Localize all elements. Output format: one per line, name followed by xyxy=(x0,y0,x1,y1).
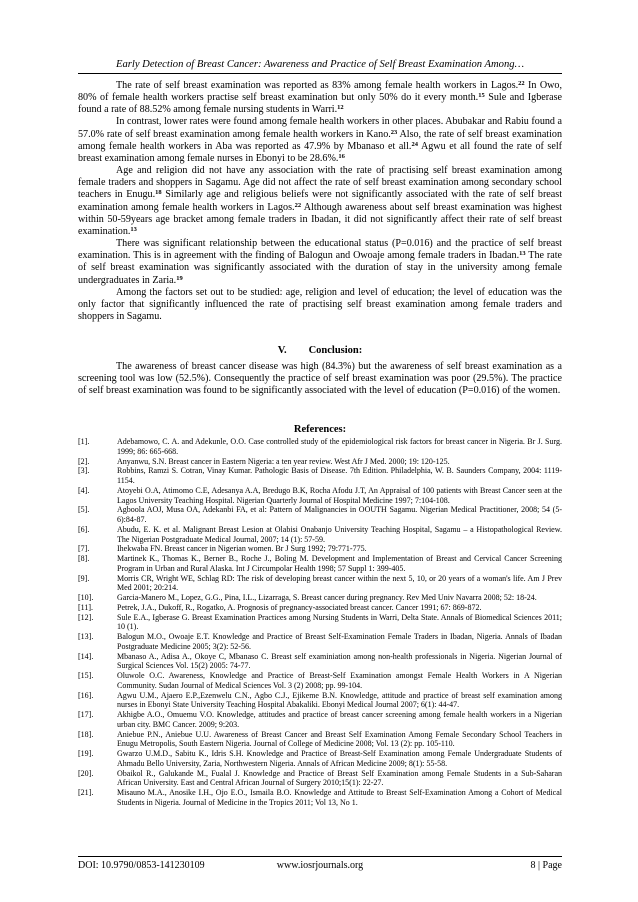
reference-text: Martinek K., Thomas K., Berner B., Roche J., Boling M. Development and Implementation of Breast and Cervical Cancer Screening Program in Urban and Rural Alaska. Int J Circumpolar Health 1998; 57 Suppl 1: 399-405. xyxy=(117,554,562,573)
reference-text: Gwarzo U.M.D., Sabitu K., Idris S.H. Knowledge and Practice of Breast-Self Examination among Female Undergraduate Students of Ahmadu Bello University, Zaria, Northwestern Nigeria. Annals of African Medicine 2009; 8(1): 55-58. xyxy=(117,749,562,768)
footer-rule xyxy=(78,856,562,857)
reference-item xyxy=(78,525,562,545)
reference-text: Morris CR, Wright WE, Schlag RD: The risk of developing breast cancer within the next 5, 10, or 20 years of a woman's life. Am J Prev Med 2001; 20:214. xyxy=(117,573,562,593)
citation: 15 xyxy=(478,92,485,100)
p4-text-1: There was significant relationship between the educational status (P=0.016) and the practice of self breast examination. This is in agreement with the finding of Balogun and Owoaje among female traders in Ibadan. xyxy=(78,238,562,262)
reference-item xyxy=(78,788,562,808)
reference-text: Atoyebi O.A, Atimomo C.E, Adesanya A.A, Bredugo B.K, Rocha Afodu J.T, An Appraisal of 100 patients with Breast Cancer seen at the Lagos University Teaching Hospital. Nigerian Quarterly Journal of Hospital Medicine 1997; 7:104-108. xyxy=(117,485,562,505)
reference-number: [11]. xyxy=(78,602,94,612)
page-footer xyxy=(78,860,562,872)
citation: 22 xyxy=(518,80,525,87)
reference-item xyxy=(78,505,562,525)
conclusion-body xyxy=(78,361,562,397)
reference-item xyxy=(78,574,562,594)
reference-list xyxy=(78,437,562,808)
reference-item xyxy=(78,437,562,457)
p1-text-2: In Owo, 80% of female health workers practise self breast examination but only 50% do it every month. xyxy=(78,80,562,104)
paragraph-4 xyxy=(78,238,562,287)
reference-number: [19]. xyxy=(78,749,94,758)
reference-item xyxy=(78,544,562,554)
p5-text-1: Among the factors set out to be studied: age, religion and level of education; the level of education was the only factor that significantly influenced the rate of practising self breast examination among female traders and shoppers in Sagamu. xyxy=(78,286,562,322)
journal-website-link[interactable]: www.iosrjournals.org xyxy=(276,860,364,871)
paragraph-1 xyxy=(78,80,562,116)
reference-item xyxy=(78,769,562,789)
reference-item xyxy=(78,466,562,486)
reference-number: [6]. xyxy=(78,524,90,534)
doi-text: DOI: 10.9790/0853-141230109 xyxy=(78,860,205,871)
citation: 23 xyxy=(390,128,398,136)
p3-text-1: Age and religion did not have any association with the rate of practising self breast examination among female traders and shoppers in Sagamu. Age did not affect the rate of self breast examination among secondary school teachers in Enugu. xyxy=(78,165,562,201)
reference-text: Aniebue P.N., Aniebue U.U. Awareness of Breast Cancer and Breast Self Examination Among Female Secondary School Teachers in Enugu Metropolis, South Eastern Nigeria. Journal of College of Medicine 2008; Vol. 13 (2): pp. 105-110. xyxy=(117,729,562,749)
citation: 24 xyxy=(411,140,418,148)
reference-text: Abudu, E. K. et al. Malignant Breast Lesion at Olabisi Onabanjo University Teaching Hospital, Sagamu – a Histopathological Review. The Nigerian Postgraduate Medical Journal, 2007; 14 (1): 57-59. xyxy=(117,524,562,544)
reference-text: Mbanaso A., Adisa A., Okoye C, Mbanaso C. Breast self examiniation among non-health professionals in Nigeria. Nigerian Journal of Surgical Sciences Vol. 15(2) 2005: 74-77. xyxy=(117,651,562,671)
citation: 12 xyxy=(337,104,344,112)
references-heading: References: xyxy=(293,424,347,435)
page-number: 8 | Page xyxy=(530,860,562,871)
reference-text: Obaikol R., Galukande M., Fualal J. Knowledge and Practice of Breast Self Examination among Female Students in a Sub-Saharan African University. East and Central African Journal of Surgery 2010;15(1): 22-27. xyxy=(117,768,562,788)
reference-text: Oluwole O.C. Awareness, Knowledge and Practice of Breast-Self Examination amongst Female Health Workers in A Nigerian Community. Sudan Journal of Medical Sciences Vol. 3 (2) 2008; pp. 99-104. xyxy=(117,671,562,690)
conclusion-heading xyxy=(78,345,562,357)
reference-text: Ihekwaba FN. Breast cancer in Nigerian women. Br J Surg 1992; 79:771-775. xyxy=(117,544,367,554)
section-title: Conclusion: xyxy=(308,345,363,356)
reference-text: Robbins, Ramzi S. Cotran, Vinay Kumar. Pathologic Basis of Disease. 7th Edition. Philadelphia, W. B. Saunders Company, 2004: 1119-1154. xyxy=(117,466,562,485)
reference-number: [1]. xyxy=(78,437,90,446)
header-rule xyxy=(78,73,562,74)
p2-text-1: In contrast, lower rates were found among female health workers in other places. Abubakar and Rabiu found a 57.0% rate of self breast examination among female health workers in Kano. xyxy=(78,116,562,140)
reference-number: [10]. xyxy=(78,593,94,602)
reference-item xyxy=(78,632,562,652)
reference-number: [15]. xyxy=(78,671,94,680)
reference-item xyxy=(78,652,562,672)
p2-text-2: Also, the rate of self breast examination among female health workers in Aba was reported as 47.9% by Mbanaso et all. xyxy=(78,128,562,152)
reference-text: Garcia-Manero M., Lopez, G.G., Pina, I.L., Lizarraga, S. Breast cancer during pregnancy. Rev Med Univ Navarra 2008; 52: 18-24. xyxy=(117,593,537,602)
reference-item xyxy=(78,603,562,613)
reference-number: [8]. xyxy=(78,554,90,563)
reference-number: [5]. xyxy=(78,505,90,515)
section-number: V. xyxy=(277,345,287,356)
p3-text-2: Similarly age and religious beliefs were not significantly associated with the rate of self breast examination among female health workers in Lagos. xyxy=(78,189,562,213)
reference-number: [7]. xyxy=(78,544,90,554)
reference-item xyxy=(78,486,562,506)
reference-text: Agwu U.M., Ajaero E.P.,Ezenwelu C.N., Agbo C.J., Ejikeme B.N. Knowledge, attitude and practice of breast self examination among nurses in Ebonyi State University Teaching Hospital Abakaliki. Ebonyi Medical Journal 2007; 6(1): 44-47. xyxy=(117,690,562,710)
reference-text: Adebamowo, C. A. and Adekunle, O.O. Case controlled study of the epidemiological risk factors for breast cancer in Nigeria. Br J. Surg. 1999; 86: 665-668. xyxy=(117,437,562,456)
reference-item xyxy=(78,593,562,603)
reference-text: Balogun M.O., Owoaje E.T. Knowledge and Practice of Breast Self-Examination Female Traders in Ibadan, Nigeria. Annals of Ibadan Postgraduate Medicine 2005; 3(2): 52-56. xyxy=(117,632,562,651)
paragraph-2 xyxy=(78,116,562,165)
reference-item xyxy=(78,671,562,691)
reference-number: [3]. xyxy=(78,466,90,476)
reference-number: [16]. xyxy=(78,690,94,700)
reference-item xyxy=(78,457,562,467)
reference-number: [20]. xyxy=(78,768,94,778)
reference-text: Petrek, J.A., Dukoff, R., Rogatko, A. Prognosis of pregnancy-associated breast cancer. Cancer 1991; 67: 869-872. xyxy=(117,602,482,612)
reference-text: Akhigbe A.O., Omuemu V.O. Knowledge, attitudes and practice of breast cancer screening among female health workers in a Nigerian urban city. BMC Cancer. 2009; 9:203. xyxy=(117,710,562,729)
reference-item xyxy=(78,613,562,633)
citation: 13 xyxy=(519,250,526,258)
reference-text: Sule E.A., Igberase G. Breast Examination Practices among Nursing Students in Warri, Delta State. Annals of Biomedical Sciences 2011; 10 (1). xyxy=(117,612,562,632)
p3-text-3: Although awareness about self breast examination was highest within 50-59years age bracket among female traders in Ibadan, it did not significantly affect their rate of self breast examination. xyxy=(78,201,562,237)
p1-text-1: The rate of self breast examination was reported as 83% among female health workers in Lagos. xyxy=(116,80,519,91)
reference-text: Agboola AOJ, Musa OA, Adekanbi FA, et al: Pattern of Malignancies in OOUTH Sagamu. Nigerian Medical Practitioner, 2008; 54 (5-6):84-87. xyxy=(117,505,562,524)
reference-text: Anyanwu, S.N. Breast cancer in Eastern Nigeria: a ten year review. West Afr J Med. 2000; 19: 120-125. xyxy=(117,456,450,466)
reference-item xyxy=(78,730,562,750)
citation: 22 xyxy=(294,201,302,209)
reference-number: [18]. xyxy=(78,729,94,739)
paragraph-3 xyxy=(78,165,562,238)
reference-number: [12]. xyxy=(78,612,94,622)
reference-number: [4]. xyxy=(78,485,90,495)
reference-number: [2]. xyxy=(78,456,90,466)
p2-text-3: Agwu et all found the rate of self breast examination among female nurses in Ebonyi to be 28.6%. xyxy=(78,140,562,164)
reference-text: Misauno M.A., Anosike I.H., Ojo E.O., Ismaila B.O. Knowledge and Attitude to Breast Self-Examination Among a Cohort of Medical Students in Nigeria. Journal of Medicine in the Tropics 2011; Vol 13, No 1. xyxy=(117,788,562,807)
citation: 18 xyxy=(155,189,162,197)
discussion-body xyxy=(78,80,562,323)
p4-text-2: The rate of self breast examination was significantly associated with the duration of stay in the university among female undergraduates in Zaria. xyxy=(78,250,563,286)
reference-item xyxy=(78,710,562,730)
paragraph-5 xyxy=(78,287,562,323)
citation: 19 xyxy=(176,274,183,282)
reference-number: [17]. xyxy=(78,710,94,719)
reference-item xyxy=(78,691,562,711)
reference-item xyxy=(78,749,562,769)
running-header: Early Detection of Breast Cancer: Awareness and Practice of Self Breast Examination Among… xyxy=(116,59,524,70)
reference-number: [9]. xyxy=(78,573,90,583)
citation: 16 xyxy=(338,152,345,160)
citation: 13 xyxy=(130,225,137,233)
reference-item xyxy=(78,554,562,574)
p1-text-3: Sule and Igberase found a rate of 88.52% among female nursing students in Warri. xyxy=(78,92,562,116)
reference-number: [13]. xyxy=(78,632,94,641)
reference-number: [21]. xyxy=(78,788,94,797)
reference-number: [14]. xyxy=(78,651,94,661)
conclusion-paragraph: The awareness of breast cancer disease was high (84.3%) but the awareness of self breast examination as a screening tool was low (52.5%). Consequently the practice of self breast examination was poor (29.5%). The practice of self breast examination was found to be significantly associated with the level of education (P=0.016) of the women. xyxy=(78,361,562,397)
